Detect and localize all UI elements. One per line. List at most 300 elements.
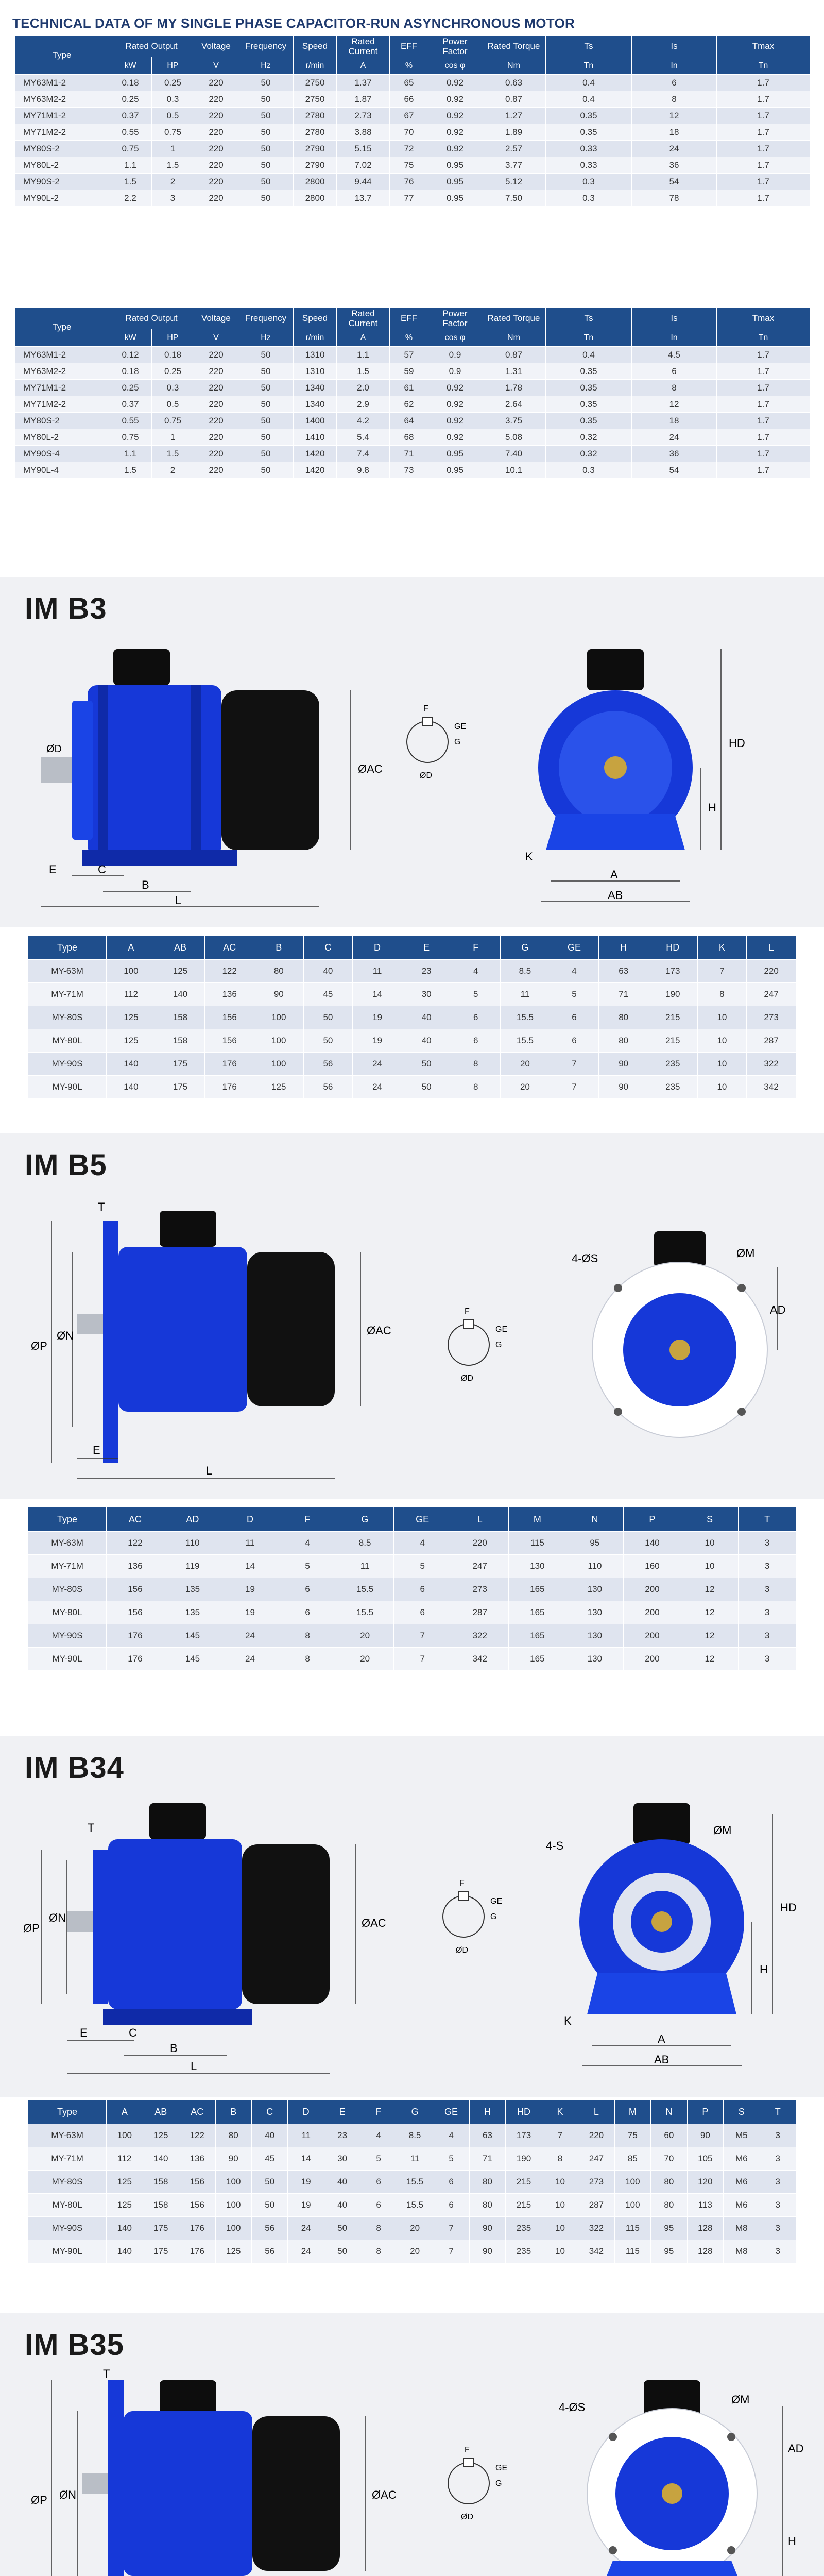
value-cell: 2780 [294,124,337,141]
value-cell: 77 [390,190,428,207]
value-cell: 0.92 [428,413,482,429]
b3-side-label: ØAC [358,762,383,775]
table-row [28,1648,796,1671]
model-cell: MY90L-2 [15,190,109,207]
value-cell: 0.35 [546,396,632,413]
column-header: G [336,1507,394,1532]
perf-table [14,307,810,479]
value-cell: 3.75 [482,413,546,429]
value-cell: 160 [624,1555,681,1578]
value-cell: 19 [221,1578,279,1601]
value-cell: 71 [599,983,648,1006]
value-cell: 45 [303,983,353,1006]
model-cell: MY-63M [28,1532,107,1555]
value-cell: 6 [632,363,717,380]
value-cell: 3.77 [482,157,546,174]
value-cell: 11 [353,960,402,983]
value-cell: 50 [324,2240,360,2263]
b3-key-label: GE [454,722,467,731]
value-cell: 1.37 [337,75,390,91]
model-cell: MY-80S [28,1578,107,1601]
value-cell: 1.7 [717,347,810,363]
value-cell: 15.5 [397,2171,433,2194]
value-cell: 50 [238,190,294,207]
model-cell: MY-71M [28,1555,107,1578]
value-cell: 1.89 [482,124,546,141]
th-torque-unit: Nm [482,57,546,75]
value-cell: 23 [402,960,451,983]
value-cell: 50 [238,347,294,363]
value-cell: 50 [251,2194,287,2217]
value-cell: 6 [433,2171,469,2194]
value-cell: 40 [402,1029,451,1053]
value-cell: 0.5 [152,108,194,124]
value-cell: 1.7 [717,124,810,141]
value-cell: 125 [107,2171,143,2194]
value-cell: 71 [469,2147,505,2171]
value-cell: 18 [632,124,717,141]
th-rated-output: Rated Output [109,308,194,329]
value-cell: 54 [632,462,717,479]
value-cell: 100 [254,1053,303,1076]
column-header: L [451,1507,509,1532]
value-cell: 100 [215,2171,251,2194]
value-cell: 0.35 [546,108,632,124]
value-cell: 24 [221,1648,279,1671]
value-cell: 12 [681,1601,739,1624]
value-cell: 1.1 [337,347,390,363]
value-cell: 158 [156,1029,205,1053]
b35-side-label: ØAC [372,2488,397,2501]
th-eff-unit: % [390,57,428,75]
value-cell: 190 [506,2147,542,2171]
b5-side-label: ØN [57,1329,74,1342]
b3-side-label: ØD [46,743,62,755]
value-cell: 8.5 [336,1532,394,1555]
model-cell: MY-80L [28,2194,107,2217]
column-header: AC [179,2100,215,2124]
value-cell: 19 [288,2171,324,2194]
value-cell: 0.87 [482,347,546,363]
b34-front-label: AB [654,2053,670,2066]
value-cell: 0.95 [428,174,482,190]
value-cell: 24 [353,1053,402,1076]
value-cell: 1.7 [717,396,810,413]
value-cell: 0.37 [109,108,152,124]
value-cell: 0.92 [428,380,482,396]
value-cell: 2750 [294,91,337,108]
value-cell: 1.1 [109,157,152,174]
model-cell: MY-90S [28,2217,107,2240]
value-cell: 20 [397,2217,433,2240]
model-cell: MY80S-2 [15,141,109,157]
value-cell: 0.32 [546,429,632,446]
table-row [15,157,810,174]
value-cell: 8 [451,1076,501,1099]
value-cell: 90 [687,2124,723,2147]
value-cell: 165 [509,1624,566,1648]
model-cell: MY71M2-2 [15,124,109,141]
column-header: HD [506,2100,542,2124]
th-pf-unit: cos φ [428,57,482,75]
value-cell: 7 [433,2217,469,2240]
value-cell: 20 [336,1624,394,1648]
column-header: L [578,2100,614,2124]
value-cell: 176 [179,2240,215,2263]
value-cell: 23 [324,2124,360,2147]
value-cell: 2780 [294,108,337,124]
b34-front-label: 4-S [546,1839,564,1852]
model-cell: MY-90L [28,1648,107,1671]
th-speed: Speed [294,308,337,329]
value-cell: 105 [687,2147,723,2171]
table-row [15,380,810,396]
value-cell: 11 [288,2124,324,2147]
value-cell: 122 [107,1532,164,1555]
column-header: D [353,936,402,960]
value-cell: 3 [760,2217,796,2240]
b34-front-label: H [760,1963,768,1976]
value-cell: 9.44 [337,174,390,190]
value-cell: 115 [614,2217,650,2240]
value-cell: M8 [724,2240,760,2263]
column-header: D [288,2100,324,2124]
th-frequency-unit: Hz [238,329,294,347]
b35-side-label: ØP [31,2494,47,2506]
b5-side-label: T [98,1200,105,1213]
value-cell: 0.75 [152,413,194,429]
table-row [15,108,810,124]
value-cell: 156 [179,2194,215,2217]
th-voltage: Voltage [194,36,238,57]
value-cell: 158 [156,1006,205,1029]
value-cell: 6 [360,2171,397,2194]
value-cell: 20 [397,2240,433,2263]
value-cell: 85 [614,2147,650,2171]
value-cell: 235 [506,2217,542,2240]
value-cell: 10 [542,2217,578,2240]
value-cell: 76 [390,174,428,190]
value-cell: 0.63 [482,75,546,91]
value-cell: 24 [632,141,717,157]
column-header: K [697,936,747,960]
b35-key-label: G [495,2479,502,2488]
value-cell: 75 [390,157,428,174]
th-is: Is [632,308,717,329]
th-rated-output: Rated Output [109,36,194,57]
table-row [15,413,810,429]
value-cell: 342 [747,1076,796,1099]
th-eff-unit: % [390,329,428,347]
th-ts-unit: Tn [546,329,632,347]
value-cell: 7.40 [482,446,546,462]
column-header: F [451,936,501,960]
value-cell: 0.92 [428,429,482,446]
column-header: Type [28,2100,107,2124]
value-cell: 322 [747,1053,796,1076]
value-cell: 1.7 [717,174,810,190]
value-cell: 0.18 [152,347,194,363]
th-current: Rated Current [337,36,390,57]
value-cell: 200 [624,1578,681,1601]
value-cell: 4 [550,960,599,983]
b3-key-label: F [423,704,428,713]
value-cell: 220 [747,960,796,983]
value-cell: 220 [194,75,238,91]
model-cell: MY63M1-2 [15,75,109,91]
th-speed-unit: r/min [294,329,337,347]
b5-key-label: GE [495,1325,508,1334]
table-row [15,141,810,157]
value-cell: 1310 [294,347,337,363]
value-cell: 156 [179,2171,215,2194]
value-cell: 140 [624,1532,681,1555]
value-cell: 3 [760,2194,796,2217]
value-cell: 50 [402,1076,451,1099]
value-cell: 3 [152,190,194,207]
model-cell: MY63M1-2 [15,347,109,363]
value-cell: 7.4 [337,446,390,462]
value-cell: 220 [194,413,238,429]
column-header: A [107,936,156,960]
value-cell: 62 [390,396,428,413]
value-cell: 7 [433,2240,469,2263]
b34-key-label: G [490,1912,497,1921]
value-cell: 90 [599,1053,648,1076]
value-cell: 90 [254,983,303,1006]
value-cell: 56 [303,1076,353,1099]
th-current: Rated Current [337,308,390,329]
model-cell: MY-90L [28,1076,107,1099]
table-row [28,2124,796,2147]
value-cell: 50 [238,141,294,157]
value-cell: 100 [254,1029,303,1053]
th-is: Is [632,36,717,57]
value-cell: 1.7 [717,446,810,462]
th-torque: Rated Torque [482,308,546,329]
section-title-im-b35: IM B35 [25,2328,124,2362]
value-cell: 1.7 [717,363,810,380]
column-header: F [279,1507,336,1532]
value-cell: 125 [107,1006,156,1029]
column-header: G [397,2100,433,2124]
column-header: HD [648,936,697,960]
value-cell: 130 [566,1578,624,1601]
column-header: S [681,1507,739,1532]
value-cell: 0.87 [482,91,546,108]
value-cell: 20 [336,1648,394,1671]
b3-front-label: A [610,868,618,881]
value-cell: 0.92 [428,141,482,157]
value-cell: 7.02 [337,157,390,174]
value-cell: 19 [353,1029,402,1053]
value-cell: 1420 [294,446,337,462]
b35-key-label: F [465,2446,470,2454]
table-row [15,75,810,91]
value-cell: 10 [697,1076,747,1099]
perf-table [14,35,810,207]
value-cell: 0.3 [546,190,632,207]
model-cell: MY71M2-2 [15,396,109,413]
value-cell: 0.32 [546,446,632,462]
value-cell: 90 [599,1076,648,1099]
value-cell: 12 [681,1578,739,1601]
value-cell: 1.5 [152,157,194,174]
b34-side-label: C [129,2026,137,2039]
value-cell: 0.4 [546,347,632,363]
value-cell: 50 [238,446,294,462]
value-cell: 215 [506,2194,542,2217]
value-cell: M6 [724,2147,760,2171]
column-header: G [501,936,550,960]
value-cell: 215 [648,1029,697,1053]
column-header: GE [433,2100,469,2124]
value-cell: 125 [215,2240,251,2263]
value-cell: 247 [451,1555,509,1578]
value-cell: 13.7 [337,190,390,207]
value-cell: 54 [632,174,717,190]
value-cell: 15.5 [397,2194,433,2217]
value-cell: 40 [251,2124,287,2147]
value-cell: 40 [324,2194,360,2217]
table-row [28,1555,796,1578]
value-cell: 80 [469,2194,505,2217]
value-cell: 100 [215,2217,251,2240]
th-type: Type [15,36,109,75]
value-cell: 0.3 [152,380,194,396]
value-cell: 3 [739,1532,796,1555]
value-cell: 175 [143,2240,179,2263]
b3-side-label: E [49,863,57,876]
value-cell: 3 [739,1555,796,1578]
value-cell: 115 [509,1532,566,1555]
th-voltage-unit: V [194,329,238,347]
value-cell: 8 [632,91,717,108]
model-cell: MY90L-4 [15,462,109,479]
column-header: T [760,2100,796,2124]
table-row [15,347,810,363]
value-cell: 50 [238,380,294,396]
value-cell: 2.64 [482,396,546,413]
value-cell: 1.7 [717,157,810,174]
value-cell: 1340 [294,380,337,396]
value-cell: 0.55 [109,124,152,141]
column-header: H [599,936,648,960]
value-cell: 8 [360,2217,397,2240]
value-cell: 4.2 [337,413,390,429]
value-cell: 1410 [294,429,337,446]
value-cell: 100 [254,1006,303,1029]
value-cell: 220 [194,462,238,479]
value-cell: 235 [506,2240,542,2263]
value-cell: 1310 [294,363,337,380]
value-cell: 0.18 [109,363,152,380]
b3-front-label: K [525,850,533,863]
value-cell: 5.15 [337,141,390,157]
value-cell: 80 [599,1029,648,1053]
value-cell: 1.7 [717,190,810,207]
model-cell: MY80L-2 [15,157,109,174]
b35-front-label: ØM [731,2393,750,2406]
value-cell: 176 [107,1624,164,1648]
value-cell: 5.08 [482,429,546,446]
b35-front-label: 4-ØS [559,2401,586,2414]
value-cell: 0.25 [152,363,194,380]
table-row [15,190,810,207]
value-cell: 45 [251,2147,287,2171]
value-cell: 6 [632,75,717,91]
b3-key-label: G [454,738,461,747]
value-cell: 6 [451,1029,501,1053]
value-cell: 78 [632,190,717,207]
value-cell: 8.5 [501,960,550,983]
value-cell: 5 [393,1555,451,1578]
b5-front-label: 4-ØS [572,1252,598,1265]
column-header: AB [156,936,205,960]
value-cell: 0.37 [109,396,152,413]
model-cell: MY-90S [28,1053,107,1076]
value-cell: 50 [303,1006,353,1029]
value-cell: 4.5 [632,347,717,363]
model-cell: MY80S-2 [15,413,109,429]
value-cell: 220 [194,91,238,108]
value-cell: 176 [205,1076,254,1099]
th-current-unit: A [337,329,390,347]
value-cell: 50 [238,462,294,479]
table-row [15,91,810,108]
value-cell: 5 [433,2147,469,2171]
value-cell: 90 [469,2217,505,2240]
value-cell: 6 [393,1601,451,1624]
value-cell: 1.5 [109,174,152,190]
table-row [28,2240,796,2263]
value-cell: 125 [254,1076,303,1099]
value-cell: 65 [390,75,428,91]
value-cell: 40 [303,960,353,983]
column-header: E [402,936,451,960]
value-cell: 130 [566,1624,624,1648]
value-cell: 220 [194,157,238,174]
value-cell: 5 [550,983,599,1006]
column-header: GE [550,936,599,960]
th-kw: kW [109,57,152,75]
value-cell: 18 [632,413,717,429]
value-cell: 200 [624,1601,681,1624]
value-cell: 215 [506,2171,542,2194]
b5-key-label: G [495,1341,502,1349]
table-row [28,1006,796,1029]
value-cell: 64 [390,413,428,429]
b34-side-label: ØN [49,1911,66,1924]
th-current-unit: A [337,57,390,75]
table-row [15,462,810,479]
b34-side-label: L [191,2060,197,2073]
table-row [28,983,796,1006]
value-cell: 66 [390,91,428,108]
value-cell: 0.35 [546,380,632,396]
value-cell: 176 [205,1053,254,1076]
value-cell: 50 [303,1029,353,1053]
value-cell: 50 [251,2171,287,2194]
value-cell: 12 [681,1624,739,1648]
value-cell: 0.92 [428,75,482,91]
th-kw: kW [109,329,152,347]
b34-front-label: ØM [713,1824,732,1837]
th-speed: Speed [294,36,337,57]
value-cell: 122 [205,960,254,983]
column-header: C [303,936,353,960]
value-cell: 4 [393,1532,451,1555]
